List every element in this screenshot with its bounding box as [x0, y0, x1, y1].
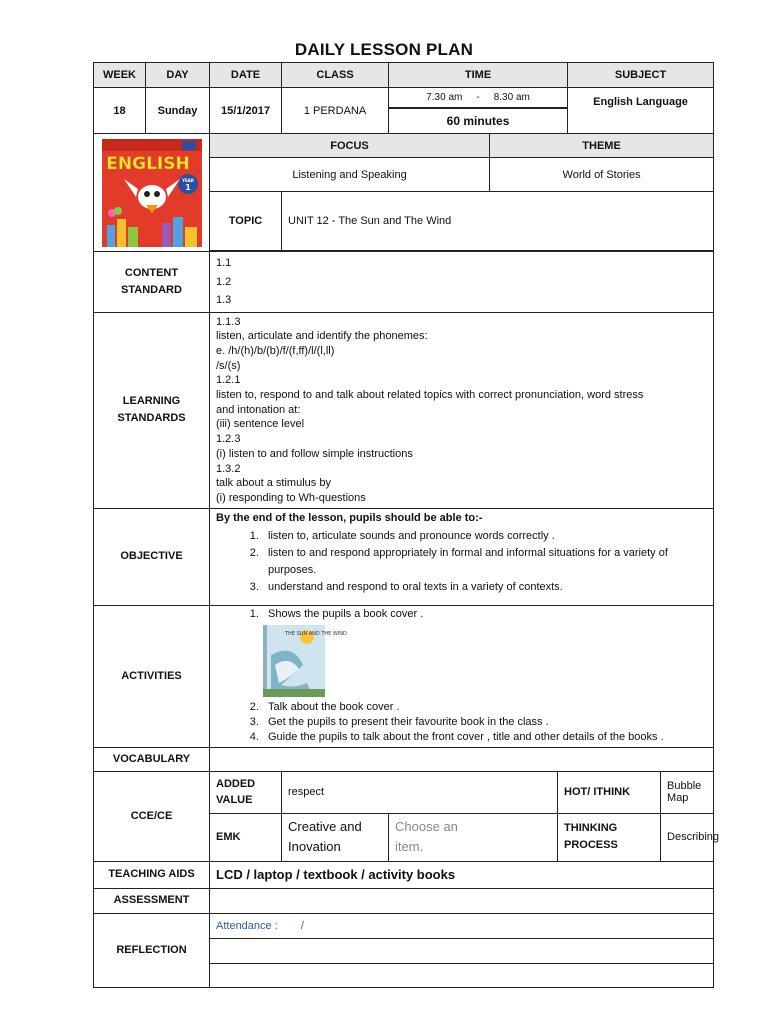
class-header: CLASS	[282, 63, 389, 88]
assessment-value[interactable]	[210, 888, 714, 913]
page-title: DAILY LESSON PLAN	[294, 40, 474, 59]
topic-value: UNIT 12 - The Sun and The Wind	[282, 192, 714, 251]
vocabulary-label: VOCABULARY	[94, 747, 210, 771]
activity-item: 2. Talk about the book cover .	[262, 700, 707, 715]
day-value: Sunday	[146, 88, 210, 134]
attendance-label: Attendance :	[216, 919, 278, 932]
textbook-cover-image	[102, 139, 202, 247]
objective-label: OBJECTIVE	[94, 508, 210, 605]
attendance-row[interactable]	[210, 913, 714, 938]
reflection-line[interactable]	[210, 963, 714, 987]
time-header: TIME	[389, 63, 568, 88]
added-value[interactable]: respect	[282, 771, 558, 813]
day-header: DAY	[146, 63, 210, 88]
time-range	[389, 88, 567, 109]
reflection-label: REFLECTION	[94, 913, 210, 987]
objective-item: 2. listen to and respond appropriately in formal and informal situations for a variety of purposes.	[262, 545, 707, 579]
learning-standards-label: LEARNING STANDARDS	[94, 312, 210, 508]
emk-choose-item[interactable]: Choose an item.	[389, 813, 558, 861]
textbook-cover-cell	[94, 134, 210, 252]
teaching-aids-value[interactable]: LCD / laptop / textbook / activity books	[210, 861, 714, 888]
content-standard-item: 1.2	[216, 275, 232, 288]
content-standard-label: CONTENT STANDARD	[94, 252, 210, 313]
focus-header: FOCUS	[210, 134, 490, 158]
cover-year-label: YEAR	[181, 178, 194, 183]
objective-intro: By the end of the lesson, pupils should be able to:-	[216, 511, 483, 524]
emk-value[interactable]: Creative and Inovation	[282, 813, 389, 861]
thinking-process-label: THINKING PROCESS	[558, 813, 661, 861]
week-value: 18	[94, 88, 146, 134]
content-standard-values	[210, 252, 714, 313]
objective-item: 3. understand and respond to oral texts in a variety of contexts.	[262, 579, 707, 596]
storybook-cover-image	[263, 625, 347, 697]
cover-year-number: 1	[184, 183, 191, 192]
subject-header: SUBJECT	[568, 63, 714, 88]
theme-value: World of Stories	[490, 158, 714, 192]
time-separator: -	[476, 92, 480, 103]
objective-list	[216, 528, 707, 596]
attendance-separator: /	[300, 919, 304, 932]
activities-list	[216, 607, 707, 622]
vocabulary-value[interactable]	[210, 747, 714, 771]
activity-item: 1. Shows the pupils a book cover .	[262, 607, 707, 622]
class-value: 1 PERDANA	[282, 88, 389, 134]
cce-label: CCE/CE	[94, 771, 210, 861]
time-cell	[389, 88, 568, 134]
topic-label: TOPIC	[210, 192, 282, 251]
subject-value: English Language	[568, 88, 714, 134]
time-start: 7.30 am	[426, 92, 463, 103]
teaching-aids-label: TEACHING AIDS	[94, 861, 210, 888]
content-standard-item: 1.1	[216, 257, 232, 269]
assessment-label: ASSESSMENT	[94, 888, 210, 913]
date-value: 15/1/2017	[210, 88, 282, 134]
duration: 60 minutes	[446, 114, 510, 128]
thinking-process-value[interactable]: Describing	[661, 813, 714, 861]
activities-values	[210, 605, 714, 747]
objective-values	[210, 508, 714, 605]
week-header: WEEK	[94, 63, 146, 88]
activities-label: ACTIVITIES	[94, 605, 210, 747]
activities-list-continued	[216, 700, 707, 745]
theme-header: THEME	[490, 134, 714, 158]
content-standard-item: 1.3	[216, 294, 232, 306]
activity-item: 3. Get the pupils to present their favourite book in the class .	[262, 715, 707, 730]
emk-label: EMK	[210, 813, 282, 861]
hot-ithink-value[interactable]: Bubble Map	[661, 771, 714, 813]
time-end: 8.30 am	[493, 92, 530, 103]
learning-standards-values: 1.1.3 listen, articulate and identify the phonemes: e. /h/(h)/b/(b)/f/(f,ff)/l/(l,ll) /s/(s) 1.2.1 listen to, respond to and talk about related topics with correct pronunciation, word stress and intonation at: (iii) sentence level 1.2.3 (i) listen to and follow simple instructions 1.3.2 talk about a stimulus by (i) responding to Wh-questions	[210, 312, 714, 508]
date-header: DATE	[210, 63, 282, 88]
activity-item: 4. Guide the pupils to talk about the front cover , title and other details of the books .	[262, 730, 707, 745]
added-value-label: ADDED VALUE	[210, 771, 282, 813]
storybook-title: THE SUN AND THE WIND	[285, 630, 347, 637]
lesson-plan-table	[93, 62, 719, 988]
objective-item: 1. listen to, articulate sounds and pronounce words correctly .	[262, 528, 707, 545]
reflection-line[interactable]	[210, 938, 714, 963]
hot-ithink-label: HOT/ ITHINK	[558, 771, 661, 813]
focus-value: Listening and Speaking	[210, 158, 490, 192]
cover-title: ENGLISH	[105, 154, 190, 174]
